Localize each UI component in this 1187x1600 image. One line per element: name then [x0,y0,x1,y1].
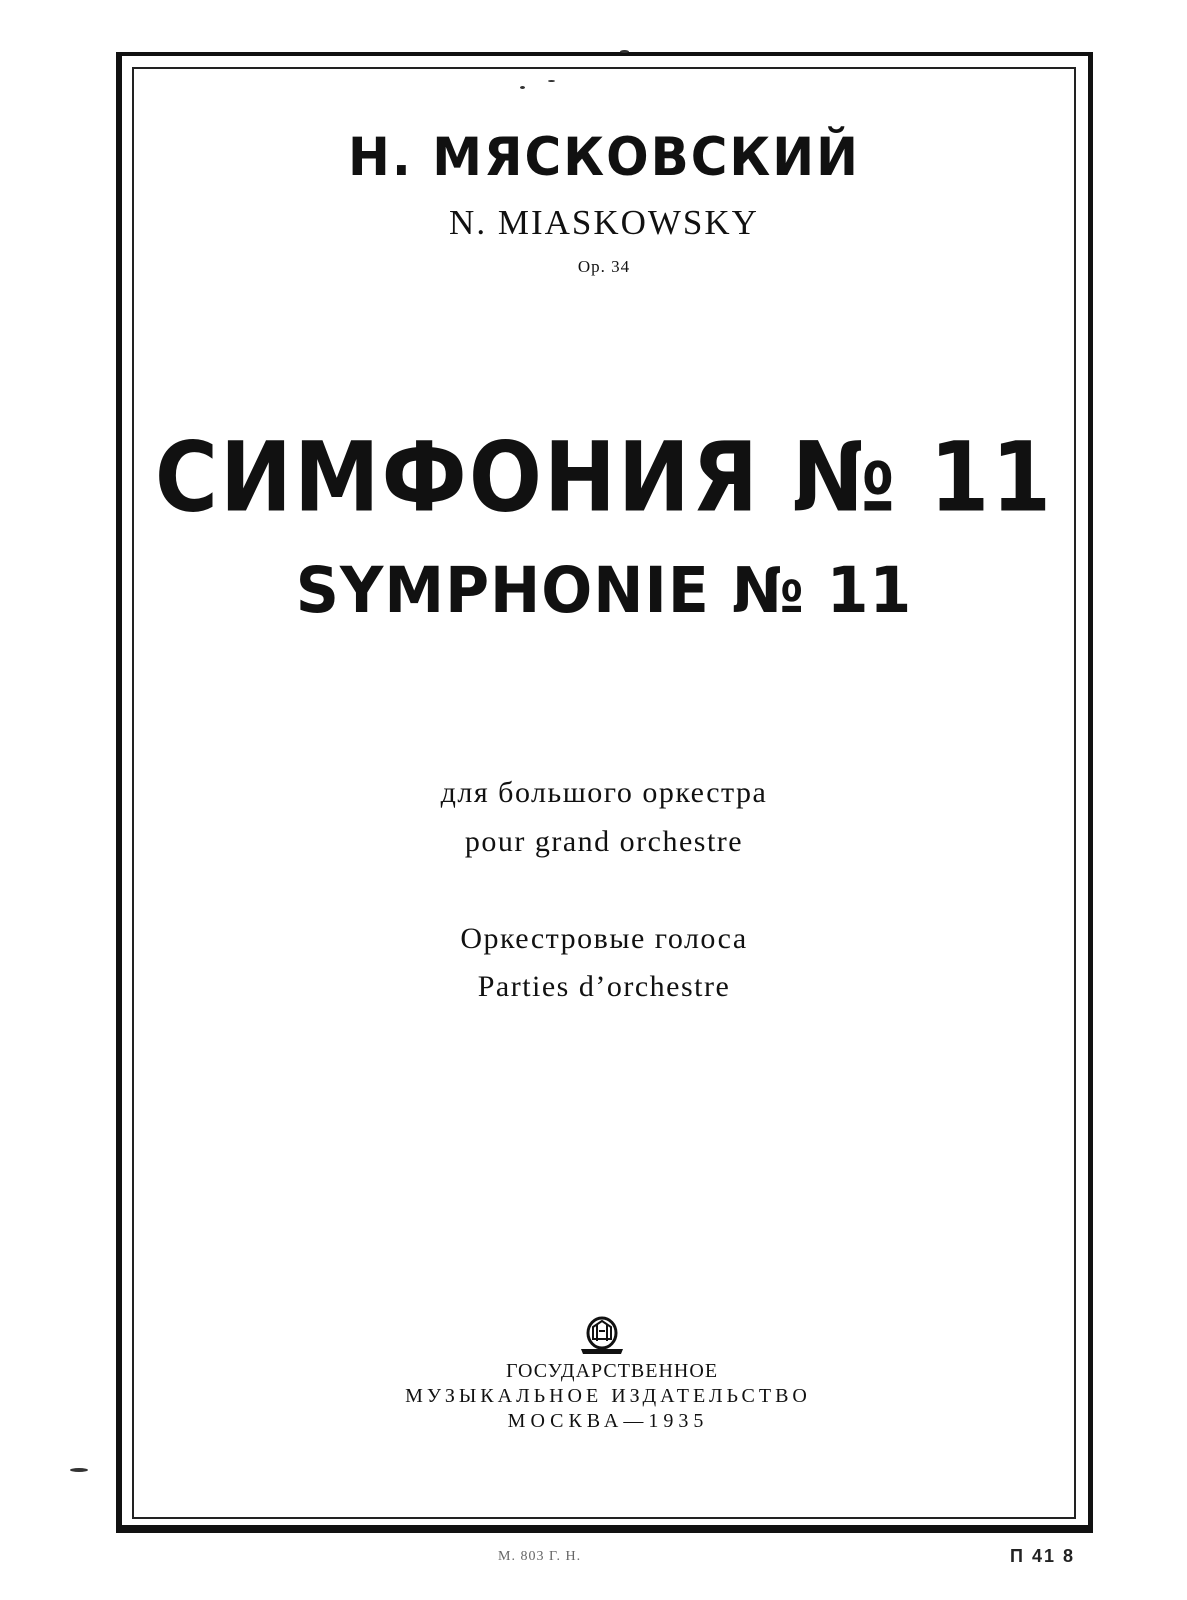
publisher-line-1: ГОСУДАРСТВЕННОЕ [505,1360,719,1382]
publisher-emblem-icon [577,1313,627,1357]
composer-name-latin: N. MIASKOWSKY [449,203,759,242]
publisher-line-2: МУЗЫКАЛЬНОЕ ИЗДАТЕЛЬСТВО [405,1385,811,1407]
composer-name-russian: Н. МЯСКОВСКИЙ [348,126,860,188]
parts-russian: Оркестровые голоса [460,922,748,955]
orchestra-french: pour grand orchestre [464,825,744,858]
title-russian: СИМФОНИЯ № 11 [154,422,1054,534]
opus-number: Op. 34 [577,257,631,276]
orchestra-russian: для большого оркестра [440,776,768,809]
scan-speck [548,80,555,82]
footer-plate-number: М. 803 Г. Н. [498,1549,582,1564]
publisher-line-3: МОСКВА—1935 [507,1410,709,1432]
scan-speck [70,1468,88,1472]
footer-catalog-number: П 41 8 [1010,1546,1075,1566]
scan-speck [620,50,629,53]
parts-french: Parties d’orchestre [477,970,731,1003]
scan-speck [520,86,525,89]
title-french: SYMPHONIE № 11 [295,554,913,628]
